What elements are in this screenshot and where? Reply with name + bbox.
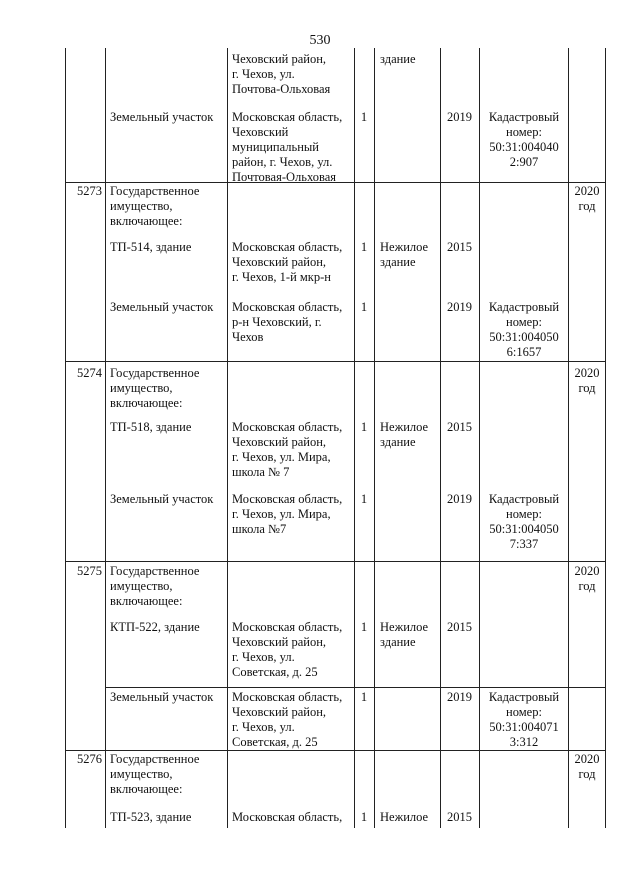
item-address: Московская область, Чеховский район, г. Чехов, ул. Советская, д. 25 (232, 690, 343, 749)
item-name: Земельный участок (110, 110, 214, 124)
item-name: Земельный участок (110, 690, 214, 704)
item-year: 2019 (447, 300, 472, 314)
entry-number: 5276 (77, 752, 102, 766)
item-year: 2015 (447, 240, 472, 254)
item-address: Чеховский район, г. Чехов, ул. Почтова-Ольховая (232, 52, 331, 96)
item-year: 2019 (447, 110, 472, 124)
item-name: Государственное имущество, включающее: (110, 564, 200, 608)
item-address: Московская область, г. Чехов, ул. Мира, школа №7 (232, 492, 343, 536)
item-kind: Нежилое здание (380, 420, 429, 449)
item-name: ТП-514, здание (110, 240, 192, 254)
table-row-border (65, 750, 605, 751)
item-quantity: 1 (360, 620, 368, 634)
item-quantity: 1 (360, 420, 368, 434)
item-kind: Нежилое здание (380, 620, 429, 649)
table-column-border (440, 48, 441, 828)
item-address: Московская область, р-н Чеховский, г. Чехов (232, 300, 343, 344)
entry-number: 5274 (77, 366, 102, 380)
item-note: Кадастровый номер: 50:31:004040 2:907 (488, 110, 560, 169)
table-column-border (568, 48, 569, 828)
item-kind: здание (380, 52, 416, 66)
item-note: Кадастровый номер: 50:31:004050 6:1657 (488, 300, 560, 359)
item-name: Государственное имущество, включающее: (110, 752, 200, 796)
item-quantity: 1 (360, 110, 368, 124)
item-name: Земельный участок (110, 492, 214, 506)
table-column-border (605, 48, 606, 828)
item-acquire-year: 2020 год (574, 752, 600, 781)
item-quantity: 1 (360, 810, 368, 824)
item-quantity: 1 (360, 240, 368, 254)
item-year: 2015 (447, 420, 472, 434)
table-column-border (227, 48, 228, 828)
table-row-border (105, 687, 605, 688)
item-acquire-year: 2020 год (574, 366, 600, 395)
item-name: ТП-523, здание (110, 810, 192, 824)
item-name: ТП-518, здание (110, 420, 192, 434)
page-number: 530 (309, 33, 331, 48)
item-quantity: 1 (360, 690, 368, 704)
item-quantity: 1 (360, 492, 368, 506)
item-year: 2015 (447, 810, 472, 824)
table-row-border (65, 361, 605, 362)
item-address: Московская область, Чеховский муниципальный район, г. Чехов, ул. Почтовая-Ольховая (232, 110, 343, 184)
item-year: 2019 (447, 690, 472, 704)
item-name: Земельный участок (110, 300, 214, 314)
entry-number: 5275 (77, 564, 102, 578)
item-address: Московская область, Чеховский район, г. Чехов, ул. Советская, д. 25 (232, 620, 343, 679)
item-address: Московская область, Чеховский район, г. Чехов, ул. Мира, школа № 7 (232, 420, 343, 479)
item-acquire-year: 2020 год (574, 564, 600, 593)
item-year: 2015 (447, 620, 472, 634)
item-name: Государственное имущество, включающее: (110, 184, 200, 228)
item-year: 2019 (447, 492, 472, 506)
item-name: КТП-522, здание (110, 620, 200, 634)
table-column-border (65, 48, 66, 828)
item-address: Московская область, Чеховский район, г. Чехов, 1-й мкр-н (232, 240, 343, 284)
item-note: Кадастровый номер: 50:31:004071 3:312 (488, 690, 560, 749)
item-acquire-year: 2020 год (574, 184, 600, 213)
item-address: Московская область, (232, 810, 343, 824)
table-row-border (65, 561, 605, 562)
table-column-border (354, 48, 355, 828)
item-kind: Нежилое здание (380, 240, 429, 269)
item-quantity: 1 (360, 300, 368, 314)
item-note: Кадастровый номер: 50:31:004050 7:337 (488, 492, 560, 551)
entry-number: 5273 (77, 184, 102, 198)
item-kind: Нежилое (380, 810, 429, 824)
table-column-border (105, 48, 106, 828)
item-name: Государственное имущество, включающее: (110, 366, 200, 410)
table-column-border (374, 48, 375, 828)
